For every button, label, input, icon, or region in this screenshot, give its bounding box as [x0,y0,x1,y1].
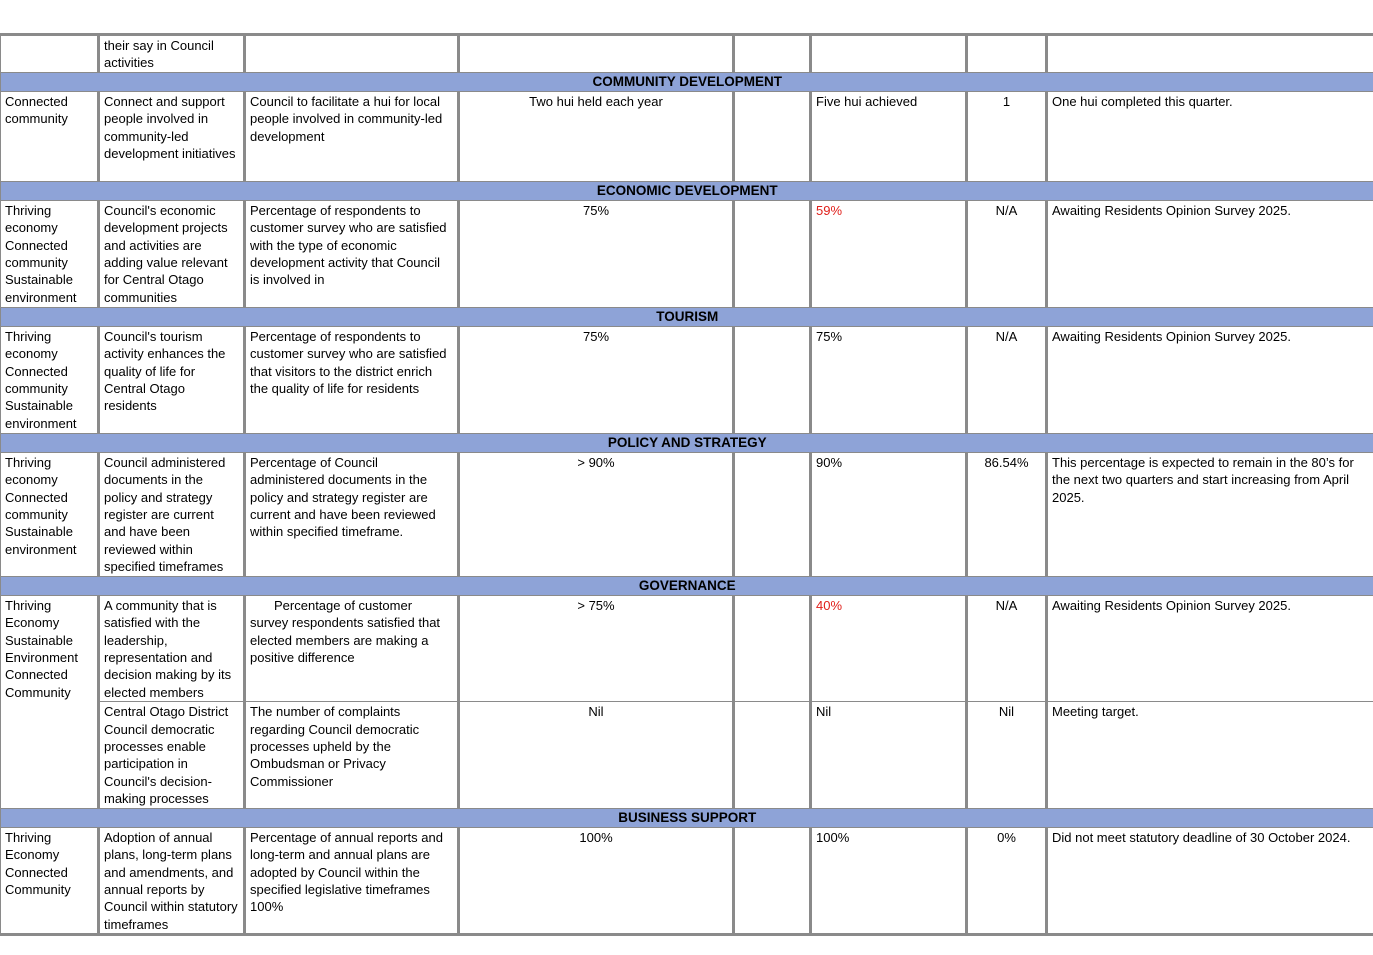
target-cell [459,35,734,73]
outcome-cell: Thriving economy Connected community Sustainable environment [1,200,99,307]
table-row [1,595,1373,701]
blank-cell [734,827,811,934]
performance-table [0,33,1373,936]
level-of-service-cell: Adoption of annual plans, long-term plans and amendments, and annual reports by Council within statutory timeframes [99,827,245,934]
comment-cell: Awaiting Residents Opinion Survey 2025. [1047,595,1373,701]
quarter-cell: 0% [967,827,1047,934]
target-cell: 75% [459,200,734,307]
outcome-cell: Thriving economy Connected community Sustainable environment [1,326,99,433]
result-cell: 75% [811,326,967,433]
section-header-row [1,307,1373,326]
quarter-cell: N/A [967,200,1047,307]
outcome-cell: Thriving Economy Connected Community [1,827,99,934]
quarter-cell [967,35,1047,73]
level-of-service-cell: A community that is satisfied with the leadership, representation and decision making by its elected members [99,595,245,701]
section-title: ECONOMIC DEVELOPMENT [1,181,1373,200]
comment-cell: Did not meet statutory deadline of 30 October 2024. [1047,827,1373,934]
comment-cell: Meeting target. [1047,702,1373,808]
outcome-cell: Thriving Economy Sustainable Environment Connected Community [1,595,99,808]
target-cell: 100% [459,827,734,934]
blank-cell [734,595,811,701]
level-of-service-cell: Council's tourism activity enhances the quality of life for Central Otago residents [99,326,245,433]
target-cell: Two hui held each year [459,91,734,181]
blank-cell [734,326,811,433]
result-cell: Nil [811,702,967,808]
section-header-row [1,181,1373,200]
table-row [1,702,1373,808]
level-of-service-cell: their say in Council activities [99,35,245,73]
measure-cell: Percentage of respondents to customer survey who are satisfied that visitors to the district enrich the quality of life for residents [245,326,459,433]
section-title: TOURISM [1,307,1373,326]
table-row [1,35,1373,73]
measure-cell [245,35,459,73]
comment-cell: One hui completed this quarter. [1047,91,1373,181]
result-cell: 90% [811,452,967,576]
blank-cell [734,35,811,73]
result-cell: 40% [811,595,967,701]
result-cell: Five hui achieved [811,91,967,181]
quarter-cell: N/A [967,595,1047,701]
section-header-row [1,808,1373,827]
outcome-cell: Thriving economy Connected community Sustainable environment [1,452,99,576]
target-cell: > 90% [459,452,734,576]
outcome-cell: Connected community [1,91,99,181]
section-header-row [1,433,1373,452]
comment-cell: Awaiting Residents Opinion Survey 2025. [1047,200,1373,307]
table-row [1,326,1373,433]
section-title: GOVERNANCE [1,576,1373,595]
blank-cell [734,702,811,808]
comment-cell: Awaiting Residents Opinion Survey 2025. [1047,326,1373,433]
quarter-cell: 1 [967,91,1047,181]
blank-cell [734,200,811,307]
target-cell: 75% [459,326,734,433]
level-of-service-cell: Central Otago District Council democratic processes enable participation in Council's decision-making processes [99,702,245,808]
table-row [1,91,1373,181]
blank-cell [734,452,811,576]
quarter-cell: N/A [967,326,1047,433]
level-of-service-cell: Council's economic development projects and activities are adding value relevant for Central Otago communities [99,200,245,307]
table-row [1,200,1373,307]
measure-cell: Percentage of Council administered documents in the policy and strategy register are current and have been reviewed within specified timeframe. [245,452,459,576]
blank-cell [734,91,811,181]
measure-cell: Council to facilitate a hui for local people involved in community-led development [245,91,459,181]
table-row [1,452,1373,576]
result-cell [811,35,967,73]
section-header-row [1,576,1373,595]
comment-cell [1047,35,1373,73]
section-header-row [1,72,1373,91]
measure-cell: Percentage of respondents to customer survey who are satisfied with the type of economic development activity that Council is involved in [245,200,459,307]
result-cell: 59% [811,200,967,307]
measure-cell: The number of complaints regarding Council democratic processes upheld by the Ombudsman or Privacy Commissioner [245,702,459,808]
comment-cell: This percentage is expected to remain in the 80’s for the next two quarters and start increasing from April 2025. [1047,452,1373,576]
section-title: COMMUNITY DEVELOPMENT [1,72,1373,91]
quarter-cell: Nil [967,702,1047,808]
section-title: POLICY AND STRATEGY [1,433,1373,452]
level-of-service-cell: Connect and support people involved in community-led development initiatives [99,91,245,181]
level-of-service-cell: Council administered documents in the policy and strategy register are current and have been reviewed within specified timeframes [99,452,245,576]
measure-cell: Percentage of annual reports and long-term and annual plans are adopted by Council within the specified legislative timeframes 100% [245,827,459,934]
outcome-cell [1,35,99,73]
section-title: BUSINESS SUPPORT [1,808,1373,827]
result-cell: 100% [811,827,967,934]
table-row [1,827,1373,934]
target-cell: Nil [459,702,734,808]
measure-cell: Percentage of customer survey respondents satisfied that elected members are making a positive difference [245,595,459,701]
target-cell: > 75% [459,595,734,701]
quarter-cell: 86.54% [967,452,1047,576]
